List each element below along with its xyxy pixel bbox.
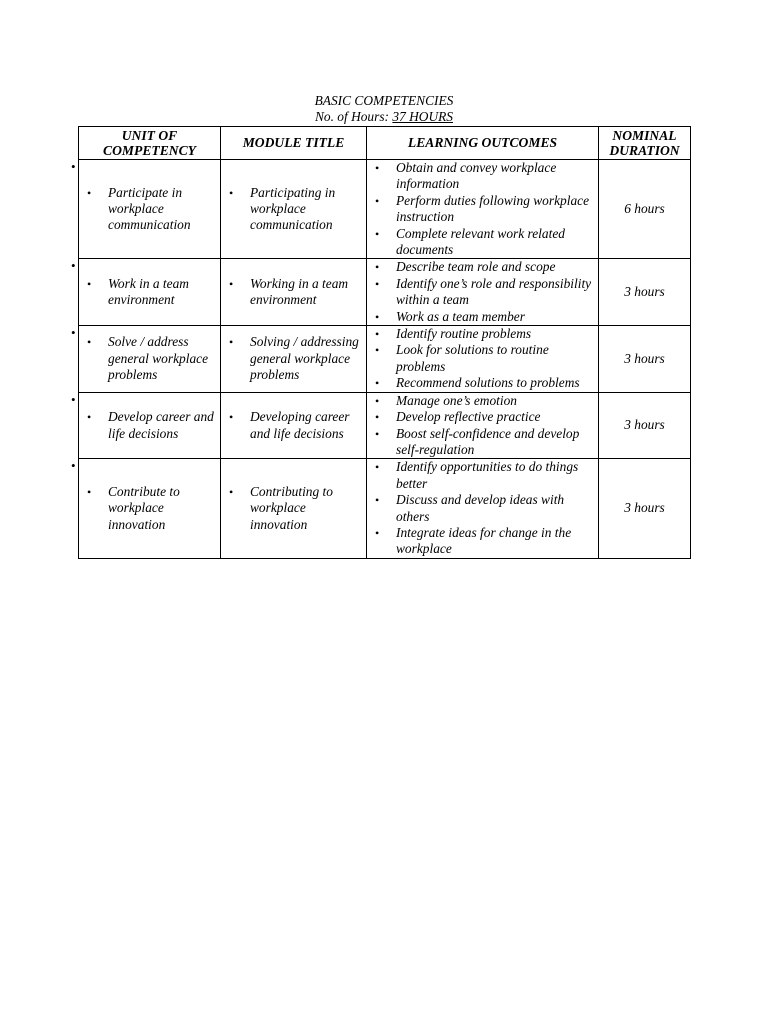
module-cell [221,326,367,393]
unit-text: • Work in a team environment [79,276,220,309]
duration-cell: 6 hours [599,160,691,259]
outcome-item: • Describe team role and scope [367,259,598,275]
unit-text: • Develop career and life decisions [79,409,220,442]
outcome-item: • Manage one’s emotion [367,393,598,409]
table-row [79,392,691,459]
module-text: • Contributing to workplace innovation [221,484,366,533]
outcomes-cell [367,259,599,326]
module-cell [221,259,367,326]
table-row [79,459,691,558]
outcome-item: • Look for solutions to routine problems [367,342,598,375]
unit-cell [71,258,221,326]
module-text: • Developing career and life decisions [221,409,366,442]
outcome-item: • Complete relevant work related documents [367,226,598,259]
outcome-item: • Discuss and develop ideas with others [367,492,598,525]
table-row [79,326,691,393]
module-text: • Participating in workplace communication [221,185,366,234]
hours-value: 37 HOURS [392,109,453,124]
row-marker-bullet: • [71,258,76,274]
table-header-row [79,127,691,160]
unit-cell [71,325,221,393]
outcomes-cell [367,326,599,393]
duration-cell: 3 hours [599,326,691,393]
outcome-item: • Boost self-confidence and develop self-regulation [367,426,598,459]
module-text: • Solving / addressing general workplace problems [221,334,366,383]
outcomes-cell [367,459,599,558]
row-marker-bullet: • [71,325,76,341]
document-header [0,93,768,125]
unit-text: • Solve / address general workplace problems [79,334,220,383]
module-cell [221,392,367,459]
row-marker-bullet: • [71,391,76,407]
header-learning-outcomes: LEARNING OUTCOMES [367,127,599,160]
module-cell [221,459,367,558]
outcome-item: • Identify routine problems [367,326,598,342]
competency-table [71,126,691,559]
outcome-item: • Perform duties following workplace instruction [367,193,598,226]
duration-cell: 3 hours [599,459,691,558]
outcome-item: • Identify one’s role and responsibility within a team [367,276,598,309]
outcome-item: • Recommend solutions to problems [367,375,598,391]
outcomes-cell [367,160,599,259]
table-row [79,259,691,326]
unit-text: • Contribute to workplace innovation [79,484,220,533]
hours-label: No. of Hours: [314,109,393,124]
outcome-item: • Work as a team member [367,309,598,325]
unit-cell [71,458,221,558]
module-cell [221,160,367,259]
header-module-title: MODULE TITLE [221,127,367,160]
outcome-item: • Identify opportunities to do things better [367,459,598,492]
unit-cell [71,159,221,259]
outcomes-cell [367,392,599,459]
module-text: • Working in a team environment [221,276,366,309]
outcome-item: • Develop reflective practice [367,409,598,425]
outcome-item: • Obtain and convey workplace information [367,160,598,193]
document-title: BASIC COMPETENCIES [314,93,454,108]
outcome-item: • Integrate ideas for change in the workplace [367,525,598,558]
header-nominal-duration: NOMINAL DURATION [599,127,691,160]
header-unit-of-competency: UNIT OF COMPETENCY [79,127,221,160]
row-marker-bullet: • [71,458,76,474]
duration-cell: 3 hours [599,392,691,459]
table-row [79,160,691,259]
unit-text: • Participate in workplace communication [79,185,220,234]
hours-line [0,109,768,125]
unit-cell [71,391,221,459]
duration-cell: 3 hours [599,259,691,326]
row-marker-bullet: • [71,159,76,174]
